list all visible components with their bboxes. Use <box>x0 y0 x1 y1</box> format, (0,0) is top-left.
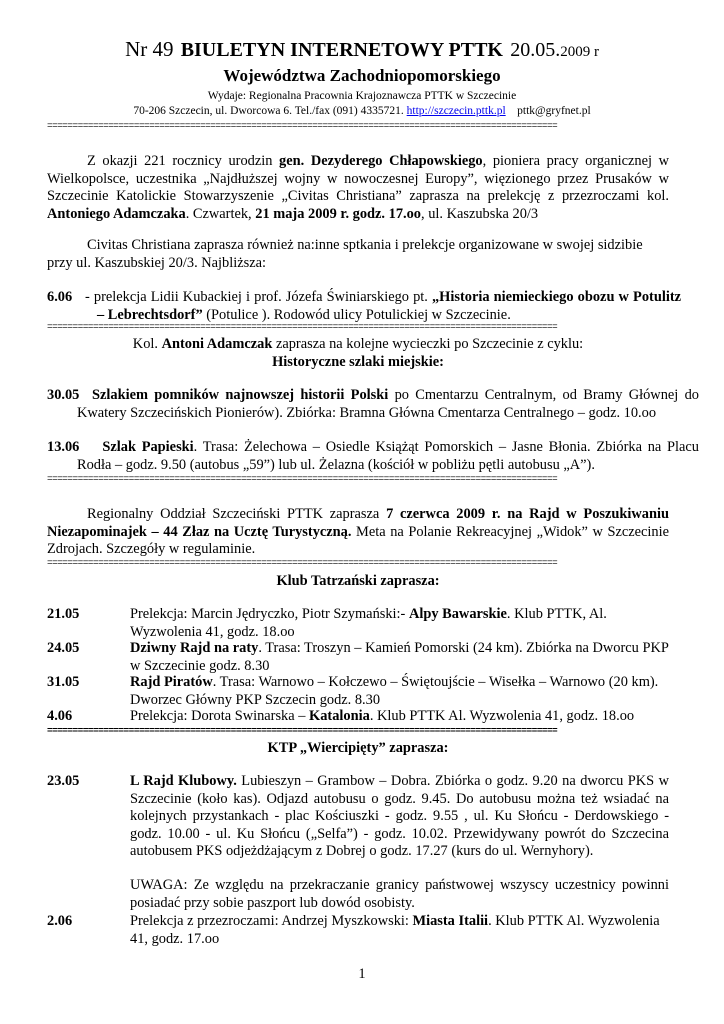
intro-paragraph: Z okazji 221 rocznicy urodzin gen. Dezyderego Chłapowskiego, pioniera pracy organicznej w Wielkopolsce, uczestnika „Najdłuższej wojny w nowoczesnej Europy”, więzionego przez Prusaków w Szczecinie Katolickie Stowarzyszenie „Civitas Christiana” zaprasza na prelekcję z przezroczami kol. Antoniego Adamczaka. Czwartek, 21 maja 2009 r. godz. 17.oo, ul. Kaszubska 20/3 <box>47 153 669 222</box>
walk-name: Szlakiem pomników najnowszej historii Polski <box>92 387 389 403</box>
tatra-heading: Klub Tatrzański zaprasza: <box>276 573 440 589</box>
bulletin-title-line <box>0 37 724 62</box>
walk-item: 13.06 Szlak Papieski. Trasa: Żelechowa – Osiedle Książąt Pomorskich – Jasne Błonia. Zbiórka na Placu Rodła – godz. 9.50 (autobus „59”) lub ul. Żelazna (kościół w pobliżu pętli autobusu „A”). <box>47 439 699 473</box>
guide-name: Antoni Adamczak <box>161 336 273 352</box>
walk-name: Szlak Papieski <box>102 439 194 455</box>
tatra-item-text: Dziwny Rajd na raty. Trasa: Troszyn – Kamień Pomorski (24 km). Zbiórka na Dworcu PKP w Szczecinie godz. 8.30 <box>130 640 669 674</box>
address: 70-206 Szczecin, ul. Dworcowa 6. Tel./fax (091) 4335721. <box>133 105 404 117</box>
honoree-name: gen. Dezyderego Chłapowskiego <box>279 153 483 169</box>
civitas-paragraph: Civitas Christiana zaprasza również na:inne sptkania i prelekcje organizowane w swojej sidzibie przy ul. Kaszubskiej 20/3. Najbliższa: <box>47 237 643 271</box>
ktp-item-text: Prelekcja z przezroczami: Andrzej Myszkowski: Miasta Italii. Klub PTTK Al. Wyzwolenia 41, godz. 17.oo <box>130 913 660 947</box>
ktp-item-text: L Rajd Klubowy. Lubieszyn – Grambow – Dobra. Zbiórka o godz. 9.20 na dworcu PKS w Szczecinie (koło kas). Odjazd autobusu o godz. 9.45. Do autobusu można też wsiadać na kolejnych przystankach - plac Kościuszki - godz. 9.55 , ul. Ku Słońcu - Derdowskiego - godz. 10.00 - ul. Ku Słońcu („Selfa”) - godz. 10.02. Przewidywany powrót do Szczecina autobusem PKS odjeżdżającym z Dobrej o godz. 17.27 (kurs do ul. Wernyhory). <box>130 773 670 859</box>
speaker-name: Antoniego Adamczaka <box>47 205 186 222</box>
publisher-line: Wydaje: Regionalna Pracownia Krajoznawcza PTTK w Szczecinie <box>207 90 517 102</box>
contact-line <box>0 104 724 118</box>
ktp-heading: KTP „Wiercipięty” zaprasza: <box>267 740 449 756</box>
issue-number: Nr 49 <box>125 37 174 61</box>
walk-item: 30.05 Szlakiem pomników najnowszej historii Polski po Cmentarzu Centralnym, od Bramy Głównej do Kwatery Szczecińskich Pionierów). Zbiórka: Bramna Główna Cmentarza Centralnego – godz. 10.oo <box>47 387 699 421</box>
email: pttk@gryfnet.pl <box>517 105 591 117</box>
separator: ==================================================================================================== <box>47 474 558 484</box>
website-link[interactable]: http://szczecin.pttk.pl <box>406 105 506 117</box>
separator: ==================================================================================================== <box>47 558 558 568</box>
lecture-date: 21 maja 2009 r. godz. 17.oo <box>255 205 422 222</box>
rajd-title: 7 czerwca 2009 r. na Rajd w Poszukiwaniu Niezapominajek – 44 Złaz na Ucztę Turystyczną. <box>47 506 669 540</box>
separator: ==================================================================================================== <box>47 322 558 332</box>
page-number: 1 <box>358 966 366 982</box>
bulletin-title: BIULETYN INTERNETOWY PTTK <box>180 39 503 61</box>
issue-year: 2009 r <box>560 44 599 60</box>
tatra-item-text: Prelekcja: Marcin Jędryczko, Piotr Szymański:- Alpy Bawarskie. Klub PTTK, Al. Wyzwolenia 41, godz. 18.oo <box>130 606 607 640</box>
walk-date: 30.05 <box>47 387 80 403</box>
event-date: 6.06 <box>47 289 73 305</box>
walks-heading: Historyczne szlaki miejskie: <box>272 354 444 370</box>
tatra-item-text: Prelekcja: Dorota Swinarska – Katalonia. Klub PTTK Al. Wyzwolenia 41, godz. 18.oo <box>130 708 635 724</box>
document-page: Nr 49 BIULETYN INTERNETOWY PTTK 20.05.2009 r Województwa Zachodniopomorskiego Wydaje: Regionalna Pracownia Krajoznawcza PTTK w Szczecinie 70-206 Szczecin, ul. Dworcowa 6. Tel./fax (091) 4335721. http://szczecin.pttk.pl pttk@gryfnet.pl ==================================================================================================== Z okazji 221 rocznicy urodzin gen. Dezyderego Chłapowskiego, pioniera pracy organicznej w Wielkopolsce, uczestnika „Najdłuższej wojny w nowoczesnej Europy”, więzionego przez Prusaków w Szczecinie Katolickie Stowarzyszenie „Civitas Christiana” zaprasza na prelekcję z przezroczami kol. Antoniego Adamczaka. Czwartek, 21 maja 2009 r. godz. 17.oo, ul. Kaszubska 20/3 Civitas Christiana zaprasza również na:inne sptkania i prelekcje organizowane w swojej sidzibie przy ul. Kaszubskiej 20/3. Najbliższa: 6.06 - prelekcja Lidii Kubackiej i prof. Józefa Świniarskiego pt. „Historia niemieckiego obozu w Potulitz – Lebrechtsdorf” (Potulice ). Rodowód ulicy Potulickiej w Szczecinie. ==================================================================================================== Kol. Antoni Adamczak zaprasza na kolejne wycieczki po Szczecinie z cyklu: Historyczne szlaki miejskie: 30.05 Szlakiem pomników najnowszej historii Polski po Cmentarzu Centralnym, od Bramy Głównej do Kwatery Szczecińskich Pionierów). Zbiórka: Bramna Główna Cmentarza Centralnego – godz. 10.oo 13.06 Szlak Papieski. Trasa: Żelechowa – Osiedle Książąt Pomorskich – Jasne Błonia. Zbiórka na Placu Rodła – godz. 9.50 (autobus „59”) lub ul. Żelazna (kościół w pobliżu pętli autobusu „A”). ==================================================================================================== Regionalny Oddział Szczeciński PTTK zaprasza 7 czerwca 2009 r. na Rajd w Poszukiwaniu Niezapominajek – 44 Złaz na Ucztę Turystyczną. Meta na Polanie Rekreacyjnej „Widok” w Szczecinie Zdrojach. Szczegóły w regulaminie. ==================================================================================================== Klub Tatrzański zaprasza: 21.05 Prelekcja: Marcin Jędryczko, Piotr Szymański:- Alpy Bawarskie. Klub PTTK, Al. Wyzwolenia 41, godz. 18.oo 24.05 Dziwny Rajd na raty. Trasa: Troszyn – Kamień Pomorski (24 km). Zbiórka na Dworcu PKP w Szczecinie godz. 8.30 31.05 Rajd Piratów. Trasa: Warnowo – Kołczewo – Świętoujście – Wisełka – Warnowo (20 km). Dworzec Główny PKP Szczecin godz. 8.30 4.06 Prelekcja: Dorota Swinarska – Katalonia. Klub PTTK Al. Wyzwolenia 41, godz. 18.oo ==================================================================================================== KTP „Wiercipięty” zaprasza: 23.05 L Rajd Klubowy. Lubieszyn – Grambow – Dobra. Zbiórka o godz. 9.20 na dworcu PKS w Szczecinie (koło kas). Odjazd autobusu o godz. 9.45. Do autobusu można też wsiadać na kolejnych przystankach - plac Kościuszki - godz. 9.55 , ul. Ku Słońcu - Derdowskiego - godz. 10.00 - ul. Ku Słońcu („Selfa”) - godz. 10.02. Przewidywany powrót do Szczecina autobusem PKS odjeżdżającym z Dobrej o godz. 17.27 (kurs do ul. Wernyhory). UWAGA: Ze względu na przekraczanie granicy państwowej wszyscy uczestnicy powinni posiadać przy sobie paszport lub dowód osobisty. 2.06 Prelekcja z przezroczami: Andrzej Myszkowski: Miasta Italii. Klub PTTK Al. Wyzwolenia 41, godz. 17.oo 1 <box>0 0 724 1024</box>
bulletin-subtitle: Województwa Zachodniopomorskiego <box>223 66 501 85</box>
tatra-item-text: Rajd Piratów. Trasa: Warnowo – Kołczewo – Świętoujście – Wisełka – Warnowo (20 km). Dworzec Główny PKP Szczecin godz. 8.30 <box>130 674 659 708</box>
issue-date: 20.05. <box>510 39 561 61</box>
walk-date: 13.06 <box>47 439 80 455</box>
separator: ==================================================================================================== <box>47 726 558 736</box>
event-text: - prelekcja Lidii Kubackiej i prof. Józefa Świniarskiego pt. „Historia niemieckiego obozu w Potulitz – Lebrechtsdorf” (Potulice ). Rodowód ulicy Potulickiej w Szczecinie. <box>85 289 681 323</box>
separator: ==================================================================================================== <box>47 121 558 131</box>
rajd-paragraph: Regionalny Oddział Szczeciński PTTK zaprasza 7 czerwca 2009 r. na Rajd w Poszukiwaniu Niezapominajek – 44 Złaz na Ucztę Turystyczną. Meta na Polanie Rekreacyjnej „Widok” w Szczecinie Zdrojach. Szczegóły w regulaminie. <box>47 506 670 557</box>
walks-lead: Kol. Antoni Adamczak zaprasza na kolejne wycieczki po Szczecinie z cyklu: <box>132 336 584 352</box>
